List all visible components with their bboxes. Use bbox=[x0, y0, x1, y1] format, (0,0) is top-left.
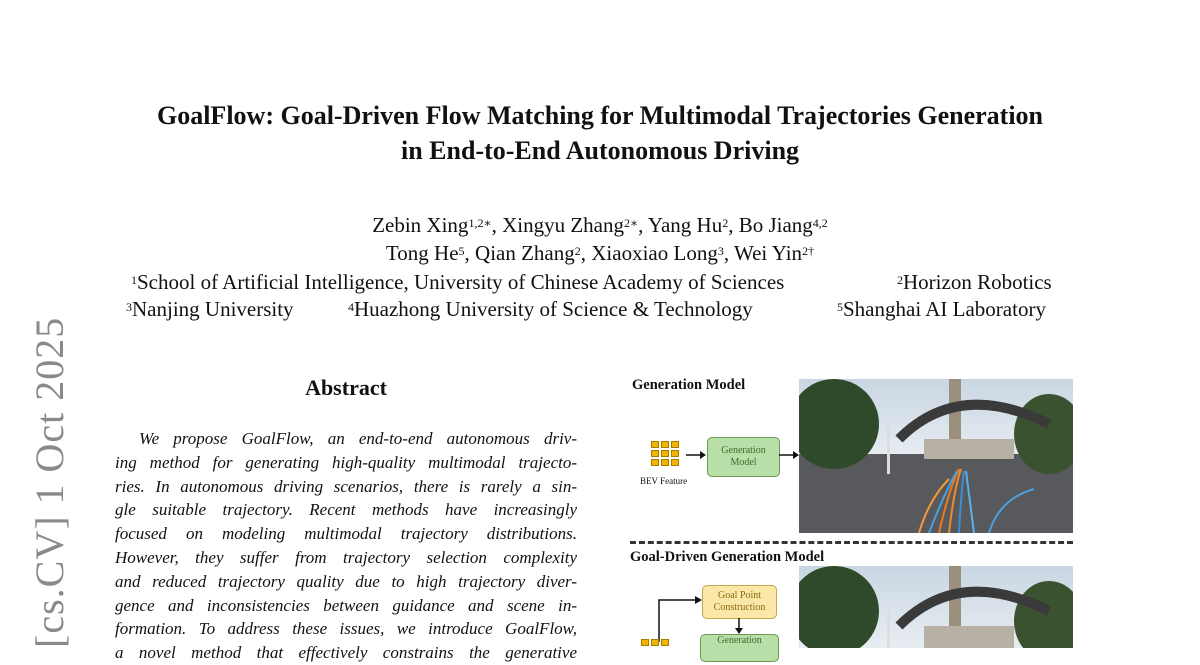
author: Xingyu Zhang bbox=[502, 213, 624, 237]
arxiv-stamp: [cs.CV] 1 Oct 2025 bbox=[27, 316, 72, 648]
abstract-line: gle suitable trajectory. Recent methods have increasingly bbox=[115, 500, 577, 520]
authors-line-2: Tong He$^5$, Qian Zhang$^2$, Xiaoxiao Long$^3$, Wei Yin$^{2\dagger}$ bbox=[385, 241, 815, 265]
title-line-2: in End-to-End Autonomous Driving bbox=[400, 136, 800, 165]
driving-scene-image-2 bbox=[799, 566, 1073, 648]
figure-panel2-label: Goal-Driven Generation Model bbox=[630, 549, 825, 565]
author: Wei Yin bbox=[733, 241, 803, 265]
author: Xiaoxiao Long bbox=[591, 241, 718, 265]
author: Bo Jiang bbox=[738, 213, 813, 237]
connector-arrow-icon bbox=[651, 592, 703, 642]
affiliation-2: $^2$Horizon Robotics bbox=[897, 270, 1052, 294]
figure-panel1-label: Generation Model bbox=[632, 377, 746, 393]
bev-feature-grid bbox=[651, 441, 679, 466]
arrow-icon bbox=[779, 449, 799, 461]
abstract-line: ing method for generating high-quality multimodal trajecto- bbox=[115, 452, 577, 472]
driving-scene-image bbox=[799, 379, 1073, 533]
abstract-line: a novel method that effectively constrains the generative bbox=[115, 643, 577, 663]
abstract-line: However, they suffer from trajectory selection complexity bbox=[115, 547, 577, 567]
goal-point-construction-box: Goal Point Construction bbox=[702, 585, 777, 619]
paper-title bbox=[0, 98, 1200, 168]
abstract-line: ries. In autonomous driving scenarios, there is rarely a sin- bbox=[115, 476, 577, 496]
author: Zebin Xing bbox=[372, 213, 469, 237]
affiliation-4: $^4$Huazhong University of Science & Technology bbox=[348, 297, 753, 321]
driving-scene-image-1 bbox=[799, 379, 1073, 533]
generation-model-box: Generation Model bbox=[707, 437, 780, 477]
arrow-down-icon bbox=[733, 618, 745, 634]
bev-feature-label: BEV Feature bbox=[640, 476, 688, 486]
abstract-line: focused on modeling multimodal trajectory distributions. bbox=[115, 524, 577, 544]
author: Tong He bbox=[385, 241, 459, 265]
abstract-line: We propose GoalFlow, an end-to-end autonomous driv- bbox=[139, 429, 577, 448]
bev-feature-grid-2 bbox=[641, 639, 669, 646]
abstract-line: formation. To address these issues, we introduce GoalFlow, bbox=[115, 619, 577, 639]
arrow-icon bbox=[686, 449, 706, 461]
panel-separator bbox=[630, 541, 1073, 544]
affiliation-3: $^3$Nanjing University bbox=[126, 297, 294, 321]
abstract-line: and reduced trajectory quality due to high trajectory diver- bbox=[115, 571, 577, 591]
authors-line-1: Zebin Xing$^{1,2∗}$, Xingyu Zhang$^{2∗}$, Yang Hu$^2$, Bo Jiang$^{4,2}$ bbox=[372, 213, 828, 237]
author: Qian Zhang bbox=[475, 241, 575, 265]
author: Yang Hu bbox=[647, 213, 723, 237]
abstract-heading: Abstract bbox=[305, 375, 387, 400]
affiliation-1: $^1$School of Artificial Intelligence, University of Chinese Academy of Sciences bbox=[131, 270, 785, 294]
generation-box-2: Generation bbox=[700, 634, 779, 662]
driving-scene-image bbox=[799, 566, 1073, 648]
title-line-1: GoalFlow: Goal-Driven Flow Matching for Multimodal Trajectories Generation bbox=[156, 101, 1044, 130]
abstract-body bbox=[115, 427, 577, 665]
affiliation-5: $^5$Shanghai AI Laboratory bbox=[837, 297, 1046, 321]
abstract-line: gence and inconsistencies between guidance and scene in- bbox=[115, 595, 577, 615]
